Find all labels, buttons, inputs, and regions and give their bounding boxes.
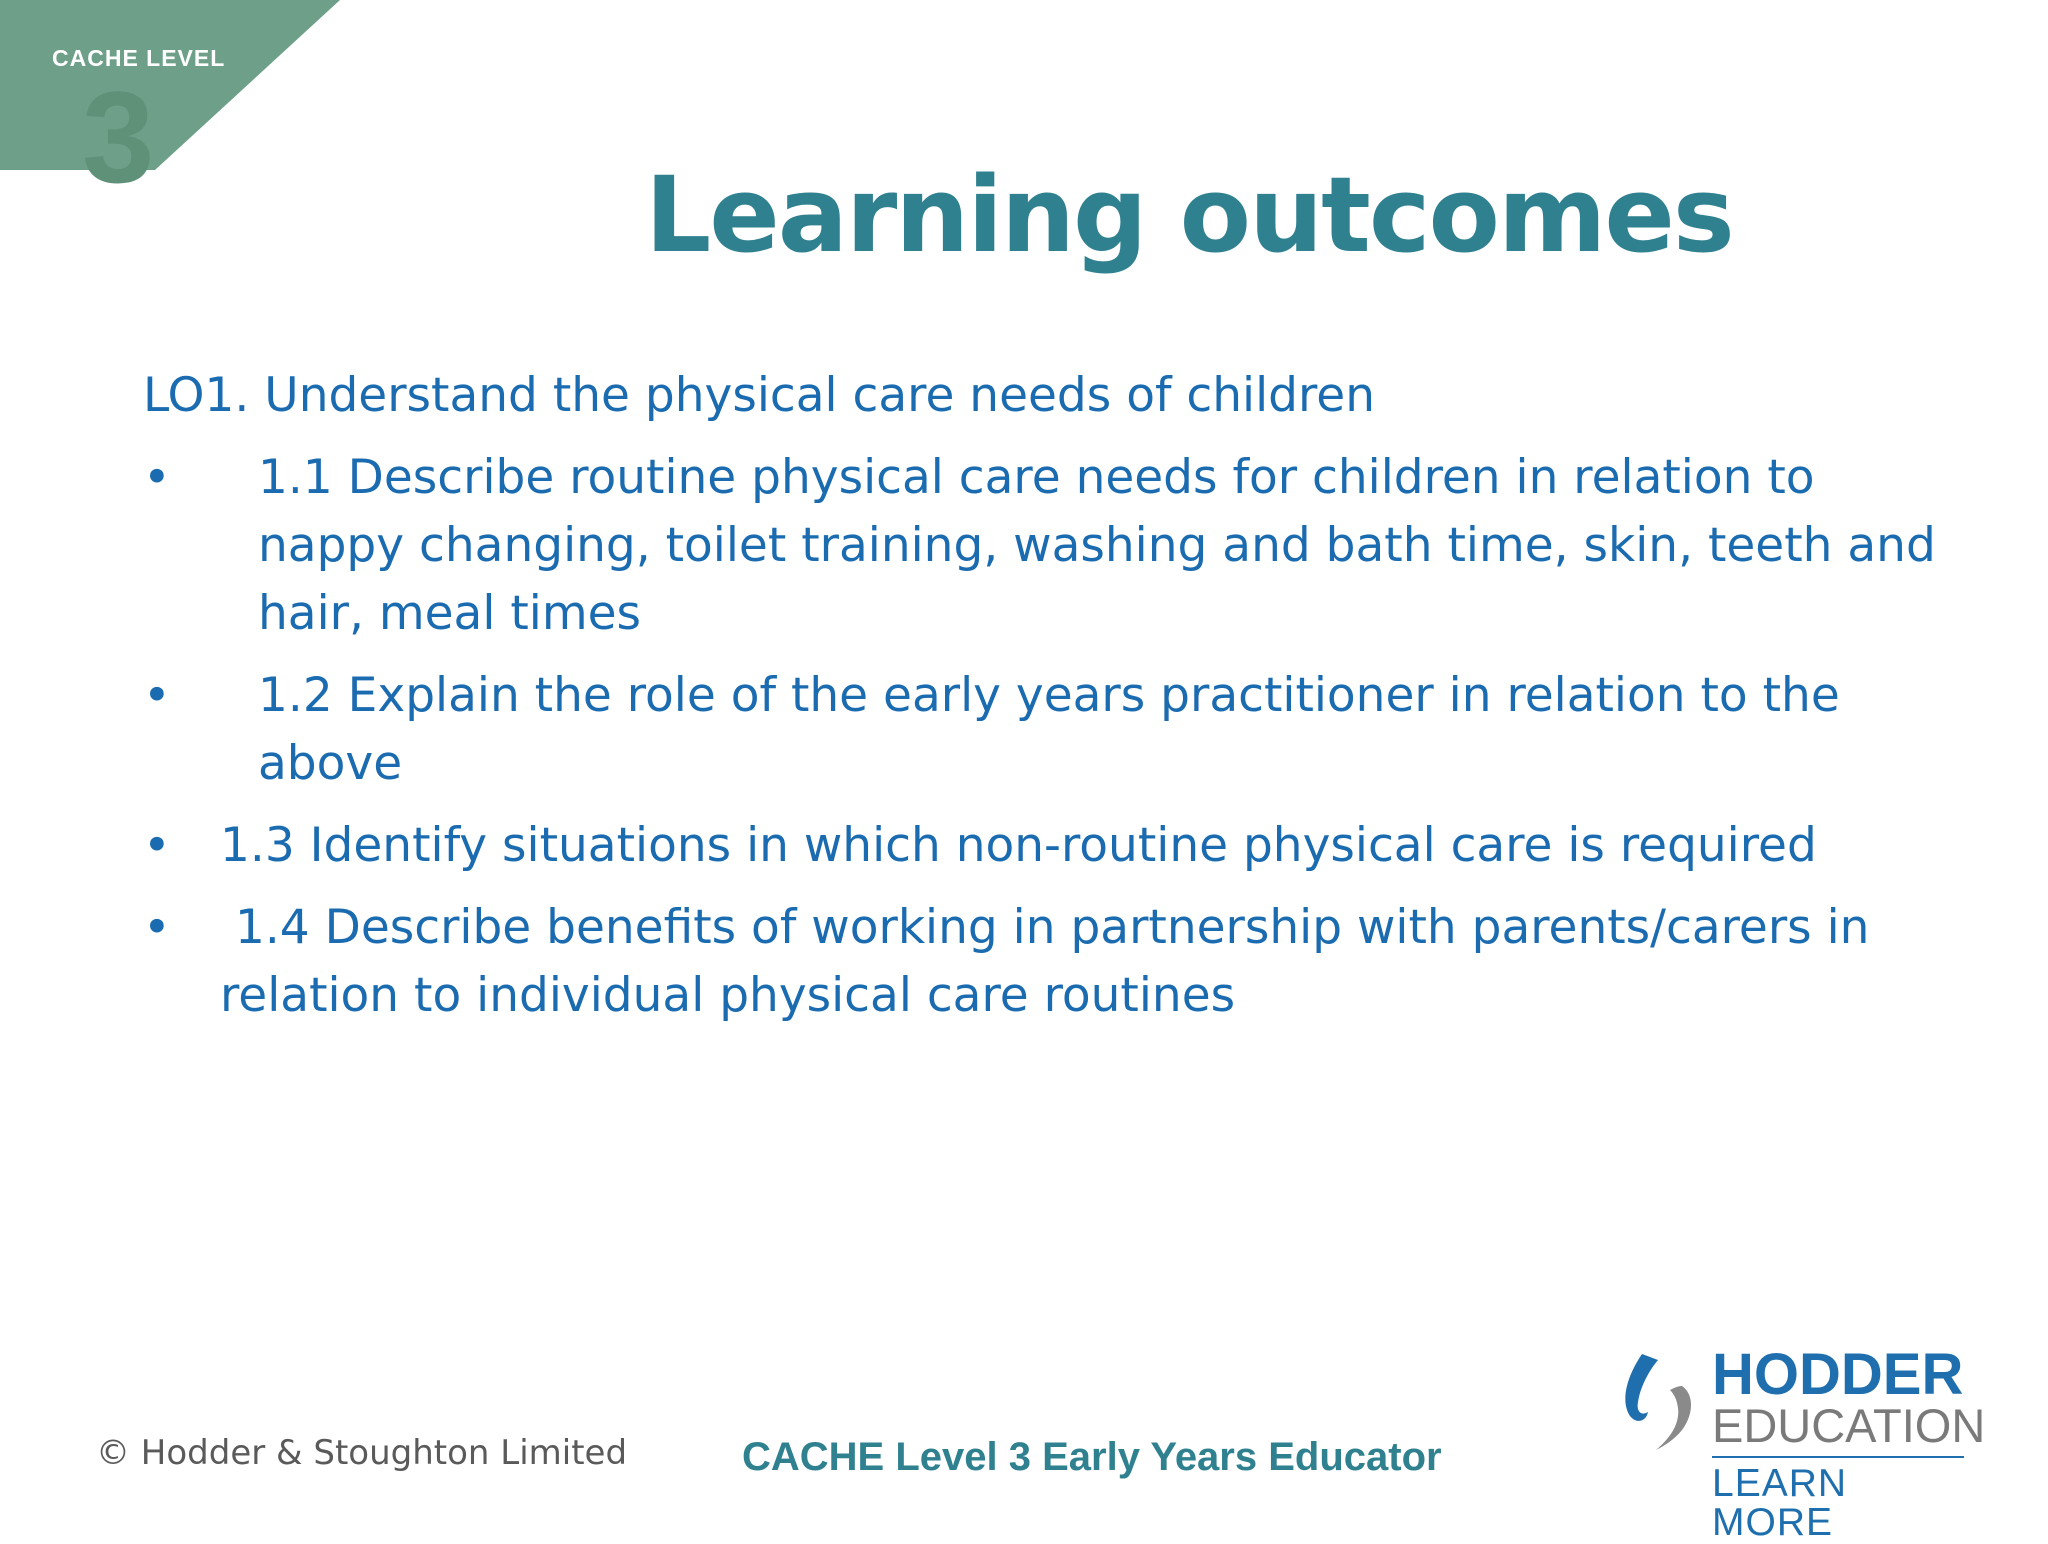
copyright-text: © Hodder & Stoughton Limited: [96, 1433, 628, 1473]
outcome-1-1: 1.1 Describe routine physical care needs for children in relation to nappy changing, toilet training, washing and bath time, skin, teeth and hair, meal times: [258, 450, 1936, 641]
list-item: [143, 894, 1943, 1030]
hodder-swirl-icon: [1612, 1346, 1707, 1456]
hodder-education-logo: [1612, 1342, 1986, 1544]
bullet-icon: •: [143, 668, 171, 723]
course-title: CACHE Level 3 Early Years Educator: [742, 1435, 1442, 1479]
bullet-icon: •: [143, 818, 171, 873]
logo-divider: [1712, 1456, 1964, 1458]
slide-title: Learning outcomes: [645, 154, 1733, 276]
bullet-icon: •: [143, 900, 171, 955]
logo-learn-more: LEARN MORE: [1712, 1462, 1848, 1544]
badge-number: 3: [82, 64, 155, 195]
list-item: [143, 662, 1943, 798]
outcome-1-3: 1.3 Identify situations in which non-routine physical care is required: [220, 818, 1817, 873]
outcome-1-2: 1.2 Explain the role of the early years practitioner in relation to the above: [258, 668, 1840, 791]
outcome-1-4: 1.4 Describe benefits of working in partnership with parents/carers in relation to individual physical care routines: [220, 900, 1885, 1023]
learning-outcomes-content: [143, 362, 1943, 1044]
list-item: [143, 444, 1943, 648]
list-item: [143, 812, 1943, 880]
logo-hodder: HODDER: [1712, 1342, 1964, 1407]
logo-education: EDUCATION: [1712, 1399, 1986, 1452]
bullet-icon: •: [143, 450, 171, 505]
lo1-heading: LO1. Understand the physical care needs of children: [143, 368, 1376, 423]
badge-label: CACHE LEVEL: [52, 45, 226, 71]
